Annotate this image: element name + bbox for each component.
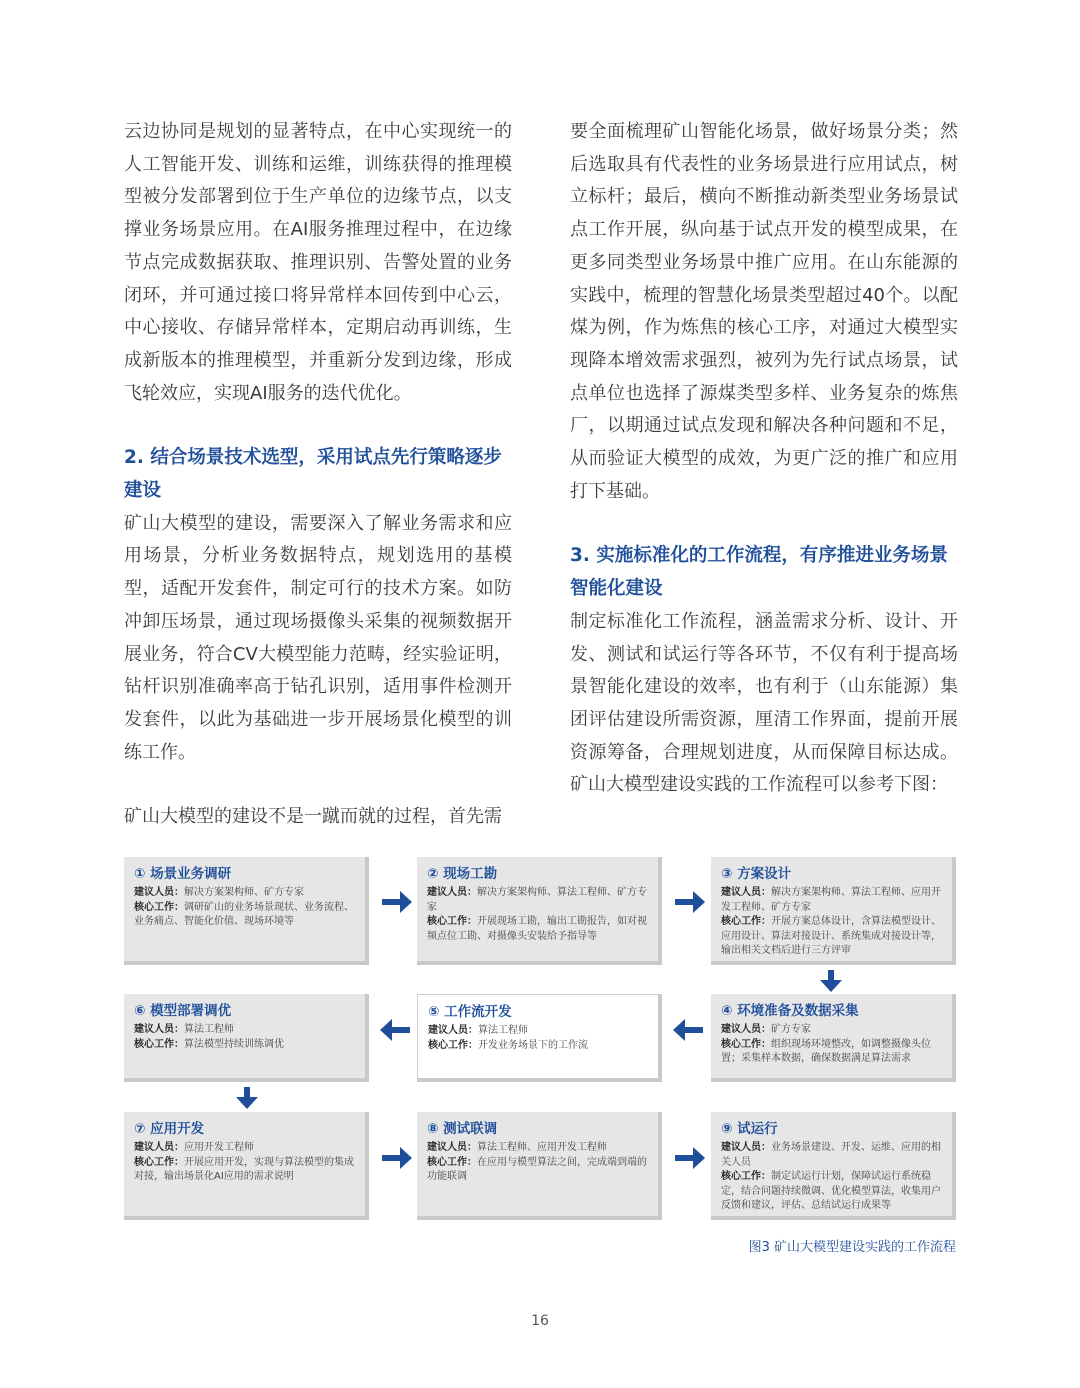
step-personnel: 算法工程师 bbox=[478, 1025, 528, 1036]
flow-step-4 bbox=[711, 994, 956, 1082]
paragraph: 云边协同是规划的显著特点，在中心实现统一的人工智能开发、训练和运维，训练获得的推理模型被分发部署到位于生产单位的边缘节点，以支撑业务场景应用。在AI服务推理过程中，在边缘节点完成数据获取、推理识别、告警处置的业务闭环，并可通过接口将异常样本回传到中心云，中心接收、存储异常样本，定期启动再训练，生成新版本的推理模型，并重新分发到边缘，形成飞轮效应，实现AI服务的迭代优化。 bbox=[124, 121, 512, 404]
step-work: 在应用与模型算法之间，完成端到端的功能联调 bbox=[427, 1156, 647, 1182]
personnel-label: 建议人员： bbox=[134, 887, 184, 898]
left-column bbox=[124, 116, 512, 834]
step-title: ⑧ 测试联调 bbox=[427, 1121, 498, 1137]
work-label: 核心工作： bbox=[721, 1171, 771, 1182]
work-label: 核心工作： bbox=[134, 901, 184, 913]
step-title: ③ 方案设计 bbox=[721, 866, 792, 882]
personnel-label: 建议人员： bbox=[428, 1025, 478, 1036]
arrow-right-icon bbox=[380, 1143, 414, 1173]
step-personnel: 应用开发工程师 bbox=[184, 1142, 254, 1153]
personnel-label: 建议人员： bbox=[721, 1142, 771, 1153]
step-personnel: 算法工程师、应用开发工程师 bbox=[477, 1142, 607, 1153]
work-label: 核心工作： bbox=[134, 1156, 184, 1168]
step-personnel: 业务场景建设、开发、运维、应用的相关人员 bbox=[721, 1142, 941, 1168]
step-title: ⑤ 工作流开发 bbox=[428, 1004, 512, 1020]
section-heading-2: 2. 结合场景技术选型，采用试点先行策略逐步建设 bbox=[124, 447, 502, 502]
step-title: ② 现场工勘 bbox=[427, 866, 498, 882]
arrow-left-icon bbox=[378, 1015, 412, 1045]
personnel-label: 建议人员： bbox=[427, 1142, 477, 1153]
step-work: 算法模型持续训练调优 bbox=[184, 1038, 284, 1050]
flow-step-9 bbox=[711, 1112, 956, 1220]
flow-step-3 bbox=[711, 857, 956, 965]
flow-step-8 bbox=[417, 1112, 662, 1220]
step-work: 制定试运行计划，保障试运行系统稳定，结合问题持续微调、优化模型算法，收集用户反馈和建议，评估、总结试运行成果等 bbox=[721, 1171, 941, 1211]
personnel-label: 建议人员： bbox=[427, 887, 477, 898]
work-label: 核心工作： bbox=[427, 916, 477, 927]
arrow-right-icon bbox=[673, 887, 707, 917]
step-work: 开发业务场景下的工作流 bbox=[478, 1039, 588, 1051]
step-title: ⑥ 模型部署调优 bbox=[134, 1003, 232, 1019]
step-work: 开展方案总体设计，含算法模型设计、应用设计、算法对接设计、系统集成对接设计等，输出相关文档后进行三方评审 bbox=[721, 916, 941, 956]
work-label: 核心工作： bbox=[134, 1038, 184, 1050]
arrow-left-icon bbox=[671, 1015, 705, 1045]
work-label: 核心工作： bbox=[427, 1156, 477, 1168]
step-title: ⑨ 试运行 bbox=[721, 1121, 778, 1137]
work-label: 核心工作： bbox=[428, 1039, 478, 1051]
figure-caption: 图3 矿山大模型建设实践的工作流程 bbox=[748, 1240, 956, 1255]
section-heading-3: 3. 实施标准化的工作流程，有序推进业务场景智能化建设 bbox=[570, 545, 948, 600]
flow-step-5 bbox=[417, 994, 662, 1082]
paragraph: 矿山大模型的建设不是一蹴而就的过程，首先需 bbox=[124, 806, 502, 828]
step-personnel: 矿方专家 bbox=[771, 1024, 811, 1035]
flow-step-1 bbox=[124, 857, 369, 965]
personnel-label: 建议人员： bbox=[134, 1142, 184, 1153]
personnel-label: 建议人员： bbox=[721, 1024, 771, 1035]
step-personnel: 算法工程师 bbox=[184, 1024, 234, 1035]
step-title: ④ 环境准备及数据采集 bbox=[721, 1003, 859, 1019]
step-personnel: 解决方案架构师、算法工程师、应用开发工程师、矿方专家 bbox=[721, 887, 941, 913]
paragraph: 矿山大模型的建设，需要深入了解业务需求和应用场景，分析业务数据特点，规划选用的基模型，适配开发套件，制定可行的技术方案。如防冲卸压场景，通过现场摄像头采集的视频数据开展业务，符合CV大模型能力范畴，经实验证明，钻杆识别准确率高于钻孔识别，适用事件检测开发套件，以此为基础进一步开展场景化模型的训练工作。 bbox=[124, 512, 512, 763]
right-column bbox=[570, 116, 958, 802]
arrow-down-icon bbox=[816, 969, 846, 993]
paragraph: 制定标准化工作流程，涵盖需求分析、设计、开发、测试和试运行等各环节，不仅有利于提高场景智能化建设的效率，也有利于（山东能源）集团评估建设所需资源，厘清工作界面，提前开展资源筹备，合理规划进度，从而保障目标达成。矿山大模型建设实践的工作流程可以参考下图： bbox=[570, 610, 958, 796]
arrow-right-icon bbox=[673, 1143, 707, 1173]
step-work: 调研矿山的业务场景现状、业务流程、业务痛点、智能化价值、现场环境等 bbox=[134, 901, 354, 927]
flow-step-2 bbox=[417, 857, 662, 965]
personnel-label: 建议人员： bbox=[721, 887, 771, 898]
step-title: ① 场景业务调研 bbox=[134, 866, 232, 882]
arrow-down-icon bbox=[232, 1086, 262, 1110]
workflow-diagram bbox=[124, 857, 956, 1227]
step-work: 开展现场工勘，输出工勘报告，如对视频点位工勘、对摄像头安装给予指导等 bbox=[427, 916, 647, 942]
paragraph: 要全面梳理矿山智能化场景，做好场景分类；然后选取具有代表性的业务场景进行应用试点，树立标杆；最后，横向不断推动新类型业务场景试点工作开展，纵向基于试点开发的模型成果，在更多同类型业务场景中推广应用。在山东能源的实践中，梳理的智慧化场景类型超过40个。以配煤为例，作为炼焦的核心工序，对通过大模型实现降本增效需求强烈，被列为先行试点场景，试点单位也选择了源煤类型多样、业务复杂的炼焦厂，以期通过试点发现和解决各种问题和不足，从而验证大模型的成效，为更广泛的推广和应用打下基础。 bbox=[570, 121, 958, 502]
flow-step-6 bbox=[124, 994, 369, 1082]
flow-step-7 bbox=[124, 1112, 369, 1220]
work-label: 核心工作： bbox=[721, 1038, 771, 1050]
step-work: 开展应用开发，实现与算法模型的集成对接，输出场景化AI应用的需求说明 bbox=[134, 1156, 354, 1182]
work-label: 核心工作： bbox=[721, 916, 771, 927]
page-number: 16 bbox=[531, 1313, 549, 1329]
step-title: ⑦ 应用开发 bbox=[134, 1121, 205, 1137]
step-personnel: 解决方案架构师、矿方专家 bbox=[184, 887, 304, 898]
personnel-label: 建议人员： bbox=[134, 1024, 184, 1035]
arrow-right-icon bbox=[380, 887, 414, 917]
step-personnel: 解决方案架构师、算法工程师、矿方专家 bbox=[427, 887, 647, 913]
step-work: 组织现场环境整改，如调整摄像头位置；采集样本数据，确保数据满足算法需求 bbox=[721, 1038, 931, 1064]
